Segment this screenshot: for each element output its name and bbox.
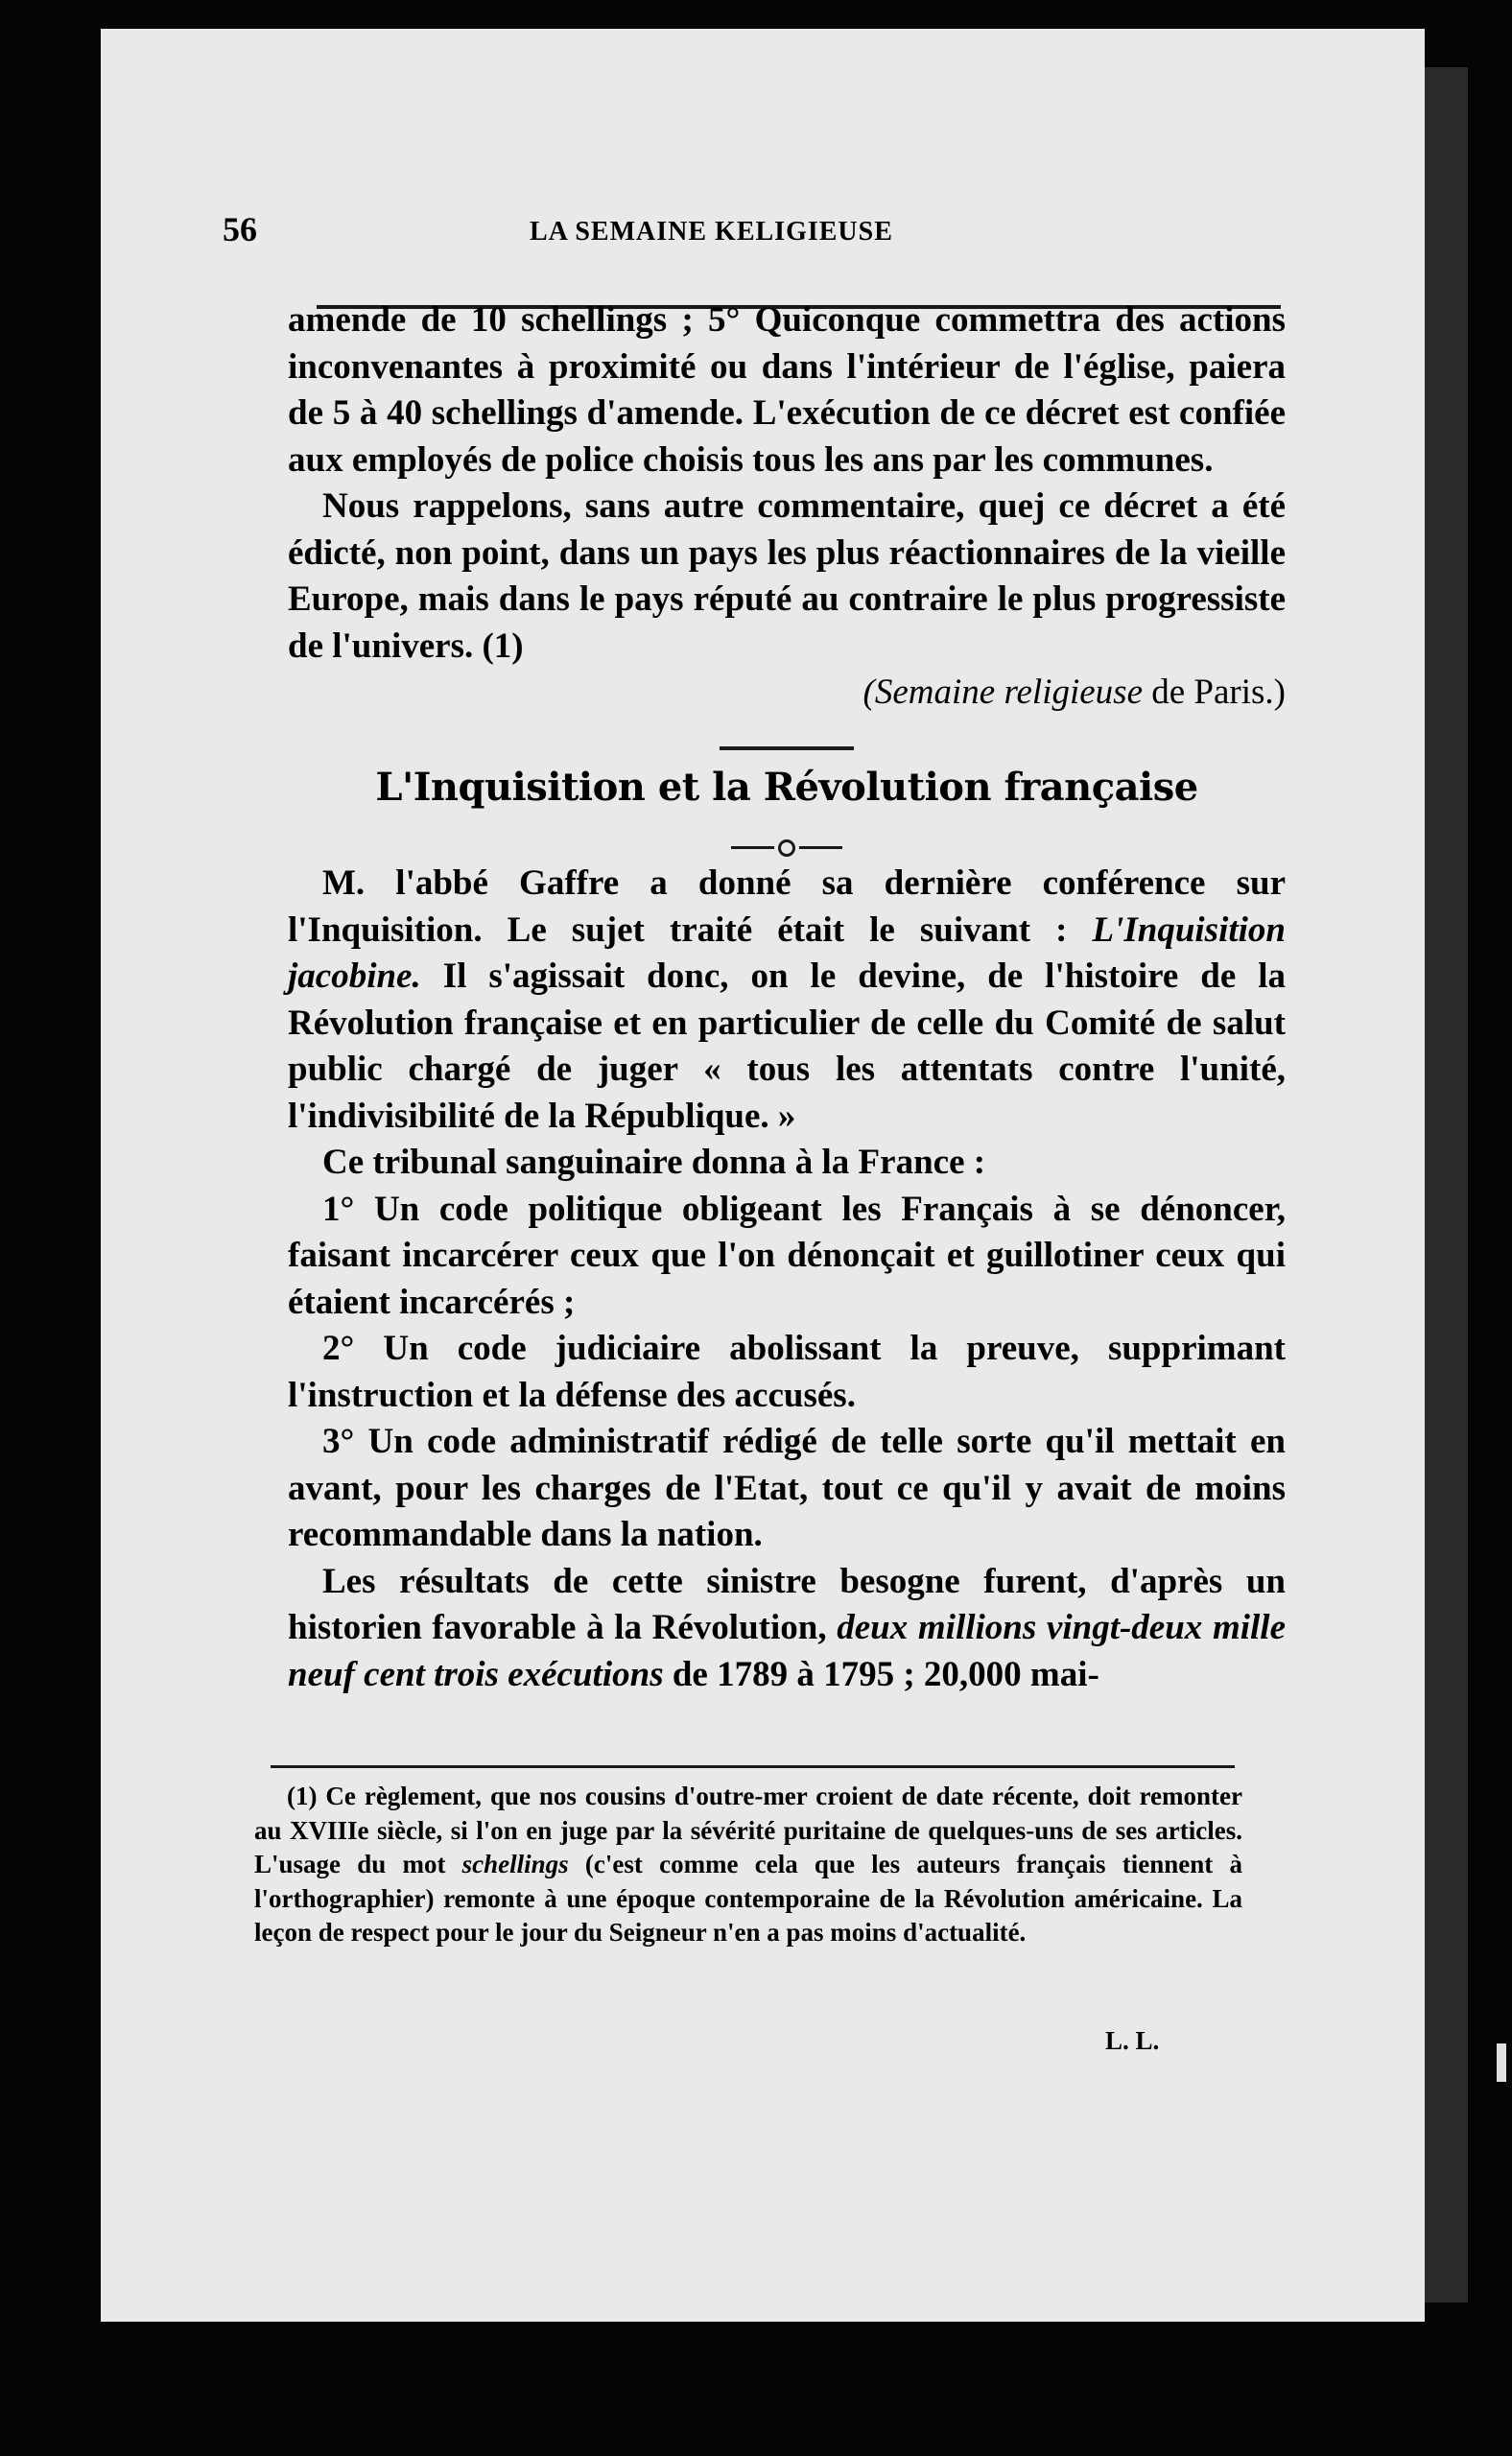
main-text xyxy=(288,297,1286,1698)
ornament-circle xyxy=(778,839,795,857)
resultats-text-start: Les résultats de cette sinistre besogne furent, d'après un historien favorable à la Révolution, xyxy=(288,1561,1286,1647)
paragraph-decree-end: amende de 10 schellings ; 5° Quiconque commettra des actions inconvenantes à proximité ou dans l'intérieur de l'église, paiera de 5 à 40 schellings d'amende. L'exécution de ce décret est confiée aux employés de police choisis tous les ans par les communes. xyxy=(288,300,1286,480)
section-ornament xyxy=(288,717,1286,755)
ornament-line-left xyxy=(731,846,774,849)
page-number: 56 xyxy=(223,210,257,248)
journal-title: LA SEMAINE KELIGIEUSE xyxy=(530,217,893,247)
signature: L. L. xyxy=(1105,2026,1160,2055)
conference-subject-italic: L'Inquisition jacobine. xyxy=(288,909,1286,996)
paragraph-code-politique: 1° Un code politique obligeant les Français à se dénoncer, faisant incarcérer ceux que l'on dénonçait et guillotiner ceux qui étaient incarcérés ; xyxy=(288,1189,1286,1322)
running-head xyxy=(223,209,1278,257)
source-rest: de Paris.) xyxy=(1143,673,1286,712)
resultats-italic: deux millions vingt-deux mille neuf cent trois exécutions xyxy=(288,1608,1286,1694)
resultats-text-end: de 1789 à 1795 ; 20,000 mai- xyxy=(663,1654,1099,1694)
paragraph-tribunal: Ce tribunal sanguinaire donna à la France : xyxy=(322,1143,986,1182)
footnote-rule xyxy=(271,1765,1235,1768)
paragraph-conference xyxy=(288,861,1286,1140)
conference-text-start: M. l'abbé Gaffre a donné sa dernière conférence sur l'Inquisition. Le sujet traité était le suivant : xyxy=(288,863,1286,950)
footnote-italic: schellings xyxy=(461,1850,569,1878)
paragraph-code-administratif: 3° Un code administratif rédigé de telle sorte qu'il mettait en avant, pour les charges de l'Etat, tout ce qu'il y avait de moins recommandable dans la nation. xyxy=(288,1422,1286,1554)
article-title: L'Inquisition et la Révolution française xyxy=(375,764,1198,810)
footnote-text xyxy=(254,1780,1242,1950)
title-ornament xyxy=(288,822,1286,861)
ornament-line-right xyxy=(799,846,842,849)
conference-text-end: Il s'agissait donc, on le devine, de l'histoire de la Révolution française et en particulier de celle du Comité de salut public chargé de juger « tous les attentats contre l'unité, l'indivisibilité de la République. » xyxy=(288,956,1286,1136)
paragraph-commentary: Nous rappelons, sans autre commentaire, quej ce décret a été édicté, non point, dans un pays les plus réactionnaires de la vieille Europe, mais dans le pays réputé au contraire le plus progressiste de l'univers. (1) xyxy=(288,486,1286,666)
edge-mark xyxy=(1497,2043,1506,2082)
source-italic: (Semaine religieuse xyxy=(862,673,1143,712)
source-citation xyxy=(288,670,1286,717)
ornament-rule xyxy=(720,746,854,750)
footnote-end: (c'est comme cela que les auteurs français tiennent à l'orthographier) remonte à une époque contemporaine de la Révolution américaine. La leçon de respect pour le jour du Seigneur n'en a pas moins d'actualité. xyxy=(254,1850,1242,1947)
footnote xyxy=(254,1780,1242,1950)
paragraph-resultats xyxy=(288,1559,1286,1699)
footnote-start: (1) Ce règlement, que nos cousins d'outre-mer croient de date récente, doit remonter au XVIIIe siècle, si l'on en juge par la sévérité puritaine de quelques-uns de ses articles. L'usage du mot xyxy=(254,1782,1242,1878)
paragraph-code-judiciaire: 2° Un code judiciaire abolissant la preuve, supprimant l'instruction et la défense des accusés. xyxy=(288,1329,1286,1415)
